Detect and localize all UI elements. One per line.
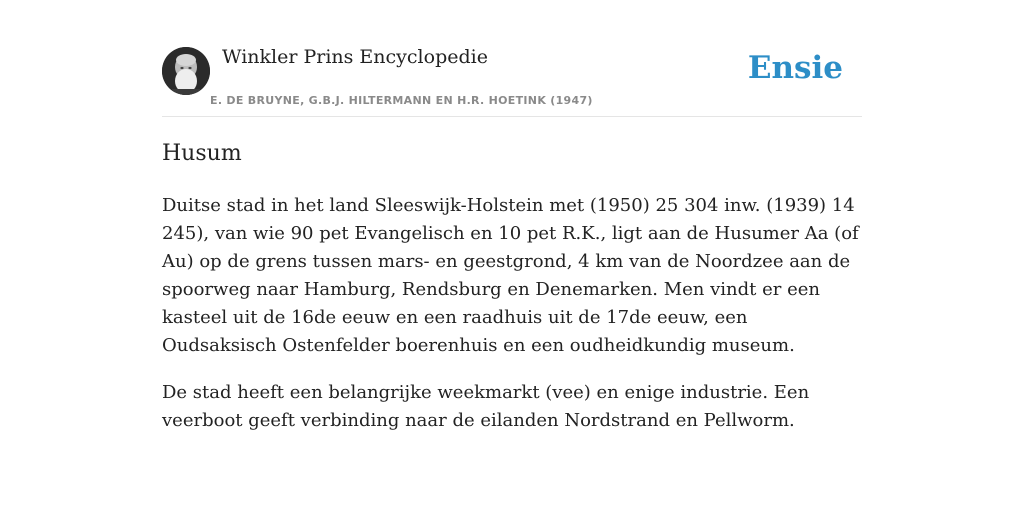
author-avatar[interactable] [162,47,210,95]
source-authors: E. DE BRUYNE, G.B.J. HILTERMANN EN H.R. HOETINK (1947) [210,94,593,107]
author-portrait-icon [162,47,210,95]
entry-body [162,192,862,454]
entry-paragraph: Duitse stad in het land Sleeswijk-Holstein met (1950) 25 304 inw. (1939) 14 245), van wie 90 pet Evangelisch en 10 pet R.K., ligt aan de Husumer Aa (of Au) op de grens tussen mars- en geestgrond, 4 km van de Noordzee aan de spoorweg naar Hamburg, Rendsburg en Denemarken. Men vindt er een kasteel uit de 16de eeuw en een raadhuis uit de 17de eeuw, een Oudsaksisch Ostenfelder boerenhuis en een oudheidkundig museum. [162,195,859,356]
page [162,0,862,431]
ensie-logo[interactable]: Ensie [747,50,843,86]
entry-paragraph: De stad heeft een belangrijke weekmarkt (vee) en enige industrie. Een veerboot geeft verbinding naar de eilanden Nordstrand en Pellworm. [162,382,810,431]
source-header [162,0,862,117]
source-title[interactable]: Winkler Prins Encyclopedie [222,46,488,68]
entry-title: Husum [162,141,242,166]
